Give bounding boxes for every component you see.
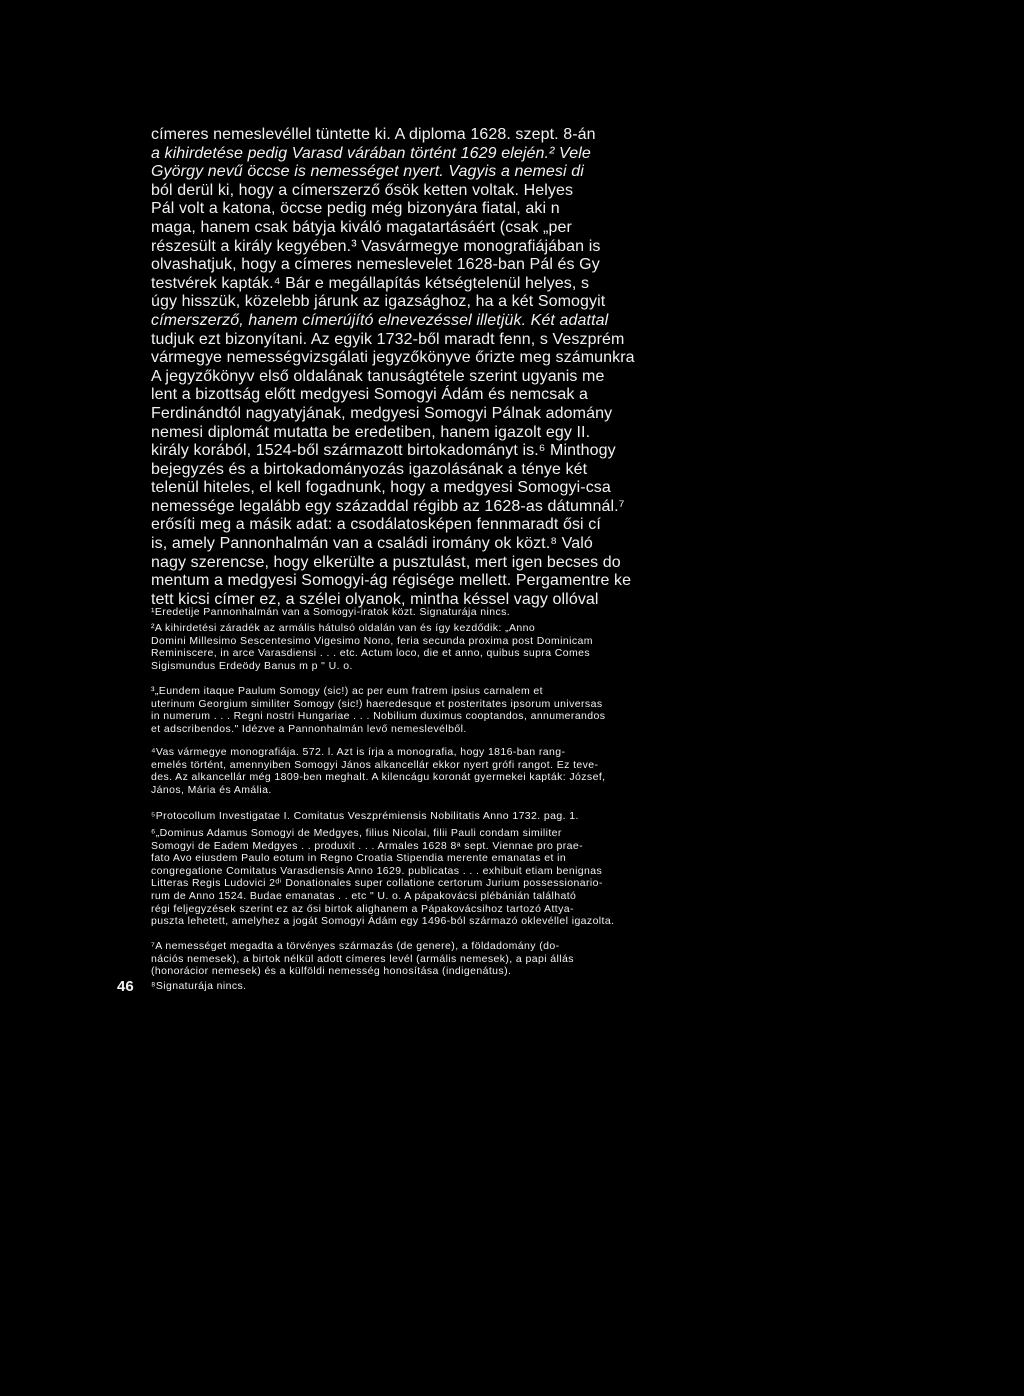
body-line: nemessége legalább egy századdal régibb az 1628-as dátumnál.⁷ [151, 497, 625, 515]
body-line: ból derül ki, hogy a címerszerző ősök ketten voltak. Helyes [151, 181, 574, 199]
footnote-line: et adscribendos." Idézve a Pannonhalmán levő nemeslevélből. [151, 722, 467, 735]
footnote-line: régi feljegyzések szerint ez az ősi birtok alighanem a Pápakovácsihoz tartozó Attya- [151, 902, 574, 915]
body-line: a kihirdetése pedig Varasd várában történt 1629 elején.² Vele [151, 144, 591, 162]
body-line: bejegyzés és a birtokadományozás igazolásának a ténye két [151, 460, 588, 478]
footnote-line: ⁶„Dominus Adamus Somogyi de Medgyes, filius Nicolai, filii Pauli condam similiter [151, 827, 562, 839]
footnote-5 [151, 810, 654, 823]
footnote-1 [151, 606, 654, 619]
body-line: telenül hiteles, el kell fogadnunk, hogy a medgyesi Somogyi-csa [151, 479, 611, 497]
footnote-line: ⁴Vas vármegye monografiája. 572. l. Azt is írja a monografia, hogy 1816-ban rang- [151, 746, 566, 758]
footnote-line: ⁸Signaturája nincs. [151, 980, 247, 992]
footnote-line: Reminiscere, in arce Varasdiensi . . . etc. Actum loco, die et anno, quibus supra Comes [151, 647, 591, 660]
footnote-line: uterinum Georgium similiter Somogy (sic!) haeredesque et posteritates ipsorum universas [151, 697, 603, 710]
body-line: nagy szerencse, hogy elkerülte a pusztulást, mert igen becses do [151, 553, 621, 571]
body-line: király korából, 1524-ből származott birtokadományt is.⁶ Minthogy [151, 442, 616, 460]
footnote-line: ³„Eundem itaque Paulum Somogy (sic!) ac per eum fratrem ipsius carnalem et [151, 685, 543, 697]
body-line: tett kicsi címer ez, a szélei olyanok, mintha késsel vagy ollóval [151, 590, 599, 608]
footnote-line: (honorácior nemesek) és a külföldi nemesség honosítása (indigenátus). [151, 965, 512, 978]
body-line: részesült a király kegyében.³ Vasvármegye monografiájában is [151, 237, 601, 255]
footnote-line: ¹Eredetije Pannonhalmán van a Somogyi-iratok közt. Signaturája nincs. [151, 606, 511, 618]
body-line: A jegyzőkönyv első oldalának tanuságtétele szerint ugyanis me [151, 367, 605, 385]
main-text [151, 126, 651, 609]
body-line: olvashatjuk, hogy a címeres nemeslevelet 1628-ban Pál és Gy [151, 256, 600, 274]
body-line: címerszerző, hanem címerújító elnevezéssel illetjük. Két adattal [151, 311, 609, 329]
body-line: mentum a medgyesi Somogyi-ág régisége mellett. Pergamentre ke [151, 572, 632, 590]
footnote-2 [151, 622, 654, 672]
body-line: vármegye nemességvizsgálati jegyzőkönyve őrizte meg számunkra [151, 349, 635, 367]
footnote-line: ⁵Protocollum Investigatae I. Comitatus Veszprémiensis Nobilitatis Anno 1732. pag. 1. [151, 810, 579, 822]
footnote-line: rum de Anno 1524. Budae emanatas . . etc " U. o. A pápakovácsi plébánián található [151, 889, 577, 902]
body-line: úgy hisszük, közelebb járunk az igazsághoz, ha a két Somogyit [151, 293, 606, 311]
footnote-line: ²A kihirdetési záradék az armális hátulsó oldalán van és így kezdődik: „Anno [151, 622, 536, 634]
footnote-8 [151, 980, 654, 993]
body-line: maga, hanem csak bátyja kiváló magatartásáért (csak „per [151, 218, 572, 236]
body-line: nemesi diplomát mutatta be eredetiben, hanem igazolt egy II. [151, 423, 591, 441]
footnote-line: congregatione Comitatus Varasdiensis Anno 1629. publicatas . . . exhibuit etiam benignas [151, 864, 603, 877]
body-line: Ferdinándtól nagyatyjának, medgyesi Somogyi Pálnak adomány [151, 404, 613, 422]
footnote-line: nációs nemesek), a birtok nélkül adott címeres levél (armális nemesek), a papi állás [151, 952, 574, 965]
footnote-line: Domini Millesimo Sescentesimo Vigesimo Nono, feria secunda proxima post Dominicam [151, 634, 593, 647]
page-number: 46 [117, 978, 134, 995]
body-line: lent a bizottság előtt medgyesi Somogyi Ádám és nemcsak a [151, 386, 589, 404]
footnote-line: in numerum . . . Regni nostri Hungariae . . . Nobilium duximus cooptandos, annumerandos [151, 710, 606, 723]
body-line: testvérek kapták.⁴ Bár e megállapítás kétségtelenül helyes, s [151, 274, 590, 292]
footnote-6 [151, 827, 654, 928]
body-line: címeres nemeslevéllel tüntette ki. A diploma 1628. szept. 8-án [151, 126, 596, 143]
footnote-3 [151, 685, 654, 735]
body-line: tudjuk ezt bizonyítani. Az egyik 1732-ből maradt fenn, s Veszprém [151, 330, 625, 348]
footnote-line: ⁷A nemességet megadta a törvényes származás (de genere), a földadomány (do- [151, 940, 560, 952]
footnote-line: fato Avo eiusdem Paulo eotum in Regno Croatia Stipendia merente emanatas et in [151, 852, 567, 865]
footnote-line: emelés történt, amennyiben Somogyi János alkancellár ekkor nyert grófi rangot. Ez teve- [151, 758, 599, 771]
footnote-line: des. Az alkancellár még 1809-ben meghalt. A kilencágu koronát gyermekei kapták: József, [151, 771, 606, 784]
body-line: Pál volt a katona, öccse pedig még bizonyára fiatal, aki n [151, 200, 560, 218]
footnote-line: Sigismundus Erdeödy Banus m p " U. o. [151, 659, 353, 672]
footnote-line: János, Mária és Amália. [151, 783, 272, 796]
footnote-7 [151, 940, 654, 978]
footnote-line: puszta lehetett, amelyhez a jogát Somogyi Ádám egy 1496-ból származó oklevéllel igazolta. [151, 915, 615, 928]
footnote-line: Somogyi de Eadem Medgyes . . produxit . . . Armales 1628 8ᵃ sept. Viennae pro prae- [151, 839, 584, 852]
footnote-line: Litteras Regis Ludovici 2ᵈⁱ Donationales super collatione certorum Jurium possessionario- [151, 877, 603, 890]
body-line: erősíti meg a másik adat: a csodálatosképen fennmaradt ősi cí [151, 516, 601, 534]
body-line: György nevű öccse is nemességet nyert. Vagyis a nemesi di [151, 163, 584, 181]
body-line: is, amely Pannonhalmán van a családi iromány ok közt.⁸ Való [151, 535, 593, 553]
footnote-4 [151, 746, 654, 796]
